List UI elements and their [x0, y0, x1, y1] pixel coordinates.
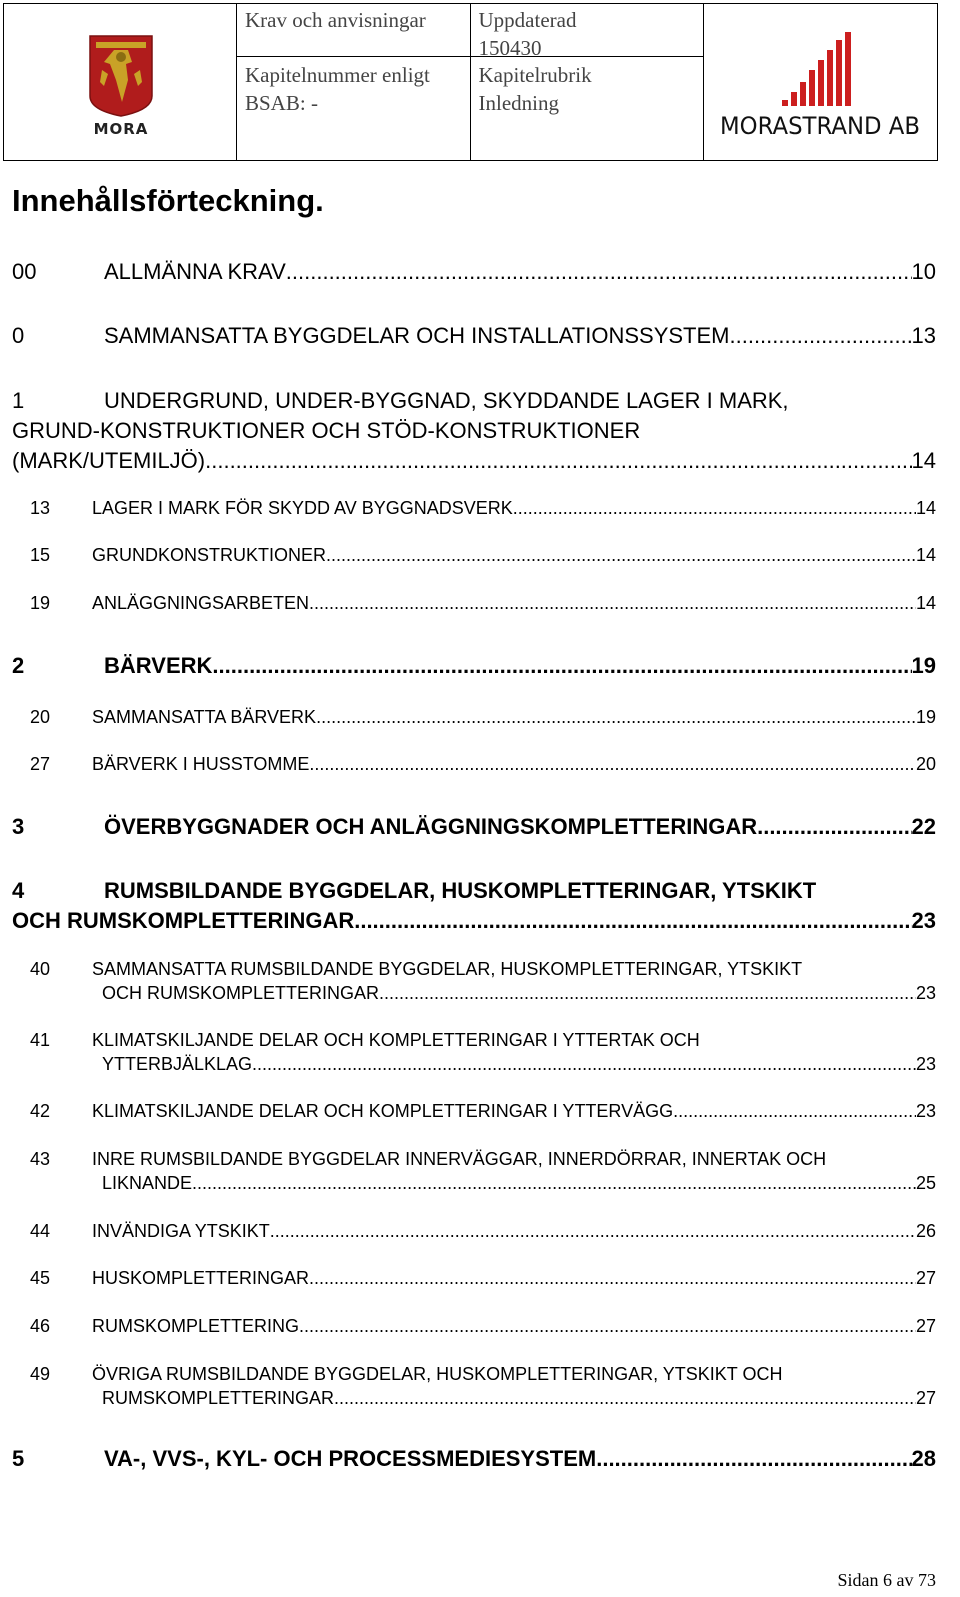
toc-entry-title: INRE RUMSBILDANDE BYGGDELAR INNERVÄGGAR, INNERDÖRRAR, INNERTAK OCH	[92, 1149, 827, 1169]
updated-label: Uppdaterad	[478, 8, 577, 32]
toc-entry-page: 26	[915, 1221, 936, 1241]
toc-entry[interactable]	[30, 957, 936, 1005]
toc-leader-dots	[286, 257, 912, 287]
toc-entry-title: RUMSKOMPLETTERINGAR	[102, 1388, 335, 1408]
toc-entry-page: 20	[915, 754, 936, 774]
toc-entry[interactable]	[12, 257, 936, 287]
toc-entry-number: 44	[30, 1221, 51, 1241]
toc-entry-page: 19	[915, 707, 936, 727]
toc-entry-number: 4	[12, 878, 25, 903]
toc-entry-title: GRUND-KONSTRUKTIONER OCH STÖD-KONSTRUKTIONER	[12, 418, 641, 443]
toc-entry-title: OCH RUMSKOMPLETTERINGAR.	[12, 908, 361, 933]
updated-value: 150430	[478, 36, 542, 60]
toc-entry-number: 2	[12, 653, 25, 678]
toc-entry-title: ÖVRIGA RUMSBILDANDE BYGGDELAR, HUSKOMPLETTERINGAR, YTSKIKT OCH	[92, 1364, 783, 1384]
toc-entry-title: LAGER I MARK FÖR SKYDD AV BYGGNADSVERK	[92, 498, 513, 518]
toc-entry-title: BÄRVERK	[104, 653, 213, 678]
svg-text:MORASTRAND AB: MORASTRAND AB	[720, 112, 920, 140]
toc-entry[interactable]	[12, 386, 936, 476]
toc-entry-number: 41	[30, 1030, 51, 1050]
toc-entry-title: YTTERBJÄLKLAG	[102, 1054, 253, 1074]
toc-entry[interactable]	[30, 1314, 936, 1338]
toc-entry-title: KLIMATSKILJANDE DELAR OCH KOMPLETTERINGAR I YTTERVÄGG	[92, 1101, 674, 1121]
toc-leader-dots	[379, 981, 916, 1005]
toc-entry-title: OCH RUMSKOMPLETTERINGAR	[102, 983, 380, 1003]
toc-entry-title: ANLÄGGNINGSARBETEN	[92, 593, 310, 613]
toc-entry-title: LIKNANDE.	[102, 1173, 198, 1193]
toc-entry-number: 0	[12, 323, 25, 348]
toc-entry[interactable]	[30, 752, 936, 776]
toc-leader-dots	[309, 752, 916, 776]
toc-entry[interactable]	[30, 1028, 936, 1076]
toc-entry[interactable]	[30, 1147, 936, 1195]
toc-entry-page: 13	[911, 323, 936, 348]
svg-text:MORA: MORA	[93, 120, 149, 138]
toc-entry-number: 46	[30, 1316, 51, 1336]
mora-logo-cell	[4, 4, 237, 160]
toc-entry-number: 20	[30, 707, 51, 727]
toc-entry[interactable]	[30, 1362, 936, 1410]
toc-entry-title: BÄRVERK I HUSSTOMME	[92, 754, 310, 774]
toc-entry-title: ALLMÄNNA KRAV	[104, 259, 286, 284]
toc-entry-title: RUMSBILDANDE BYGGDELAR, HUSKOMPLETTERINGAR, YTSKIKT	[104, 878, 817, 903]
toc-leader-dots	[334, 1386, 916, 1410]
toc-leader-dots	[673, 1099, 916, 1123]
toc-entry[interactable]	[30, 496, 936, 520]
toc-leader-dots	[270, 1219, 916, 1243]
toc-entry[interactable]	[30, 543, 936, 567]
toc-leader-dots	[316, 705, 916, 729]
toc-entry-number: 1	[12, 388, 25, 413]
toc-entry-title: RUMSKOMPLETTERING	[92, 1316, 300, 1336]
chapter-title-value: Inledning	[478, 91, 559, 115]
toc-entry-page: 23	[915, 1101, 936, 1121]
mora-coat-of-arms-icon	[4, 4, 237, 160]
toc-entry-title: SAMMANSATTA BYGGDELAR OCH INSTALLATIONSSYSTEM.	[104, 323, 736, 348]
toc-entry-page: 14	[915, 593, 936, 613]
toc-leader-dots	[309, 1266, 916, 1290]
toc-entry-title: HUSKOMPLETTERINGAR	[92, 1268, 310, 1288]
toc-entry[interactable]	[12, 812, 936, 842]
toc-entry[interactable]	[30, 591, 936, 615]
toc-leader-dots	[736, 321, 912, 351]
chapter-number-label: Kapitelnummer enligt	[245, 63, 430, 87]
toc-entry-page: 10	[911, 259, 936, 284]
toc-leader-dots	[252, 1052, 916, 1076]
chapter-number-value: BSAB: -	[245, 91, 318, 115]
toc-entry-title: GRUNDKONSTRUKTIONER	[92, 545, 327, 565]
toc-entry[interactable]	[12, 321, 936, 351]
page-number: Sidan 6 av 73	[837, 1570, 936, 1590]
toc-entry-page: 28	[911, 1446, 936, 1471]
toc-entry[interactable]	[30, 1099, 936, 1123]
toc-entry-page: 27	[915, 1316, 936, 1336]
toc-entry-page: 23	[915, 983, 936, 1003]
toc-leader-dots	[326, 543, 916, 567]
toc-entry-number: 3	[12, 814, 25, 839]
toc-entry[interactable]	[12, 651, 936, 681]
header-cell-right	[471, 4, 705, 160]
toc-entry-number: 15	[30, 545, 51, 565]
toc-leader-dots	[212, 651, 911, 681]
morastrand-logo-icon	[704, 4, 937, 160]
toc-entry-page: 25	[915, 1173, 936, 1193]
chapter-number-block	[237, 61, 470, 117]
toc-entry-page: 14	[915, 498, 936, 518]
toc-entry-page: 23	[915, 1054, 936, 1074]
toc-leader-dots	[309, 591, 916, 615]
toc-entry-title: (MARK/UTEMILJÖ)	[12, 448, 206, 473]
toc-entry[interactable]	[30, 705, 936, 729]
chapter-title-label: Kapitelrubrik	[478, 63, 592, 87]
toc-entry-page: 22	[911, 814, 936, 839]
updated-block	[471, 6, 704, 62]
toc-entry-title: UNDERGRUND, UNDER-BYGGNAD, SKYDDANDE LAGER I MARK,	[104, 388, 789, 413]
toc-entry-title: KLIMATSKILJANDE DELAR OCH KOMPLETTERINGAR I YTTERTAK OCH	[92, 1030, 700, 1050]
toc-entry-number: 13	[30, 498, 51, 518]
toc-entry-page: 14	[911, 448, 936, 473]
toc-entry[interactable]	[12, 876, 936, 936]
toc-entry-page: 27	[915, 1268, 936, 1288]
toc-entry-number: 19	[30, 593, 51, 613]
toc-entry[interactable]	[30, 1266, 936, 1290]
toc-leader-dots	[205, 446, 911, 476]
doc-type-block	[237, 6, 470, 34]
morastrand-logo-cell	[704, 4, 937, 160]
toc-entry-number: 42	[30, 1101, 51, 1121]
document-header	[3, 3, 938, 161]
toc-entry-number: 45	[30, 1268, 51, 1288]
toc-leader-dots	[513, 496, 916, 520]
toc-leader-dots	[757, 812, 911, 842]
toc-entry-number: 49	[30, 1364, 51, 1384]
doc-type: Krav och anvisningar	[245, 8, 426, 32]
toc-leader-dots	[299, 1314, 916, 1338]
toc-entry-page: 27	[915, 1388, 936, 1408]
toc-entry-number: 5	[12, 1446, 25, 1471]
header-cell-left	[237, 4, 471, 160]
toc-title: Innehållsförteckning.	[12, 183, 324, 218]
toc-leader-dots	[197, 1171, 916, 1195]
toc-entry-page: 14	[915, 545, 936, 565]
toc-entry-number: 43	[30, 1149, 51, 1169]
toc-entry-page: 19	[911, 653, 936, 678]
chapter-title-block	[471, 61, 704, 117]
toc-entry-title: ÖVERBYGGNADER OCH ANLÄGGNINGSKOMPLETTERINGAR	[104, 814, 758, 839]
toc-entry[interactable]	[12, 1444, 936, 1474]
toc-entry-title: VA-, VVS-, KYL- OCH PROCESSMEDIESYSTEM	[104, 1446, 597, 1471]
toc-entry-title: SAMMANSATTA RUMSBILDANDE BYGGDELAR, HUSKOMPLETTERINGAR, YTSKIKT	[92, 959, 803, 979]
toc-leader-dots	[360, 906, 911, 936]
toc-entry-number: 40	[30, 959, 51, 979]
toc-entry-number: 27	[30, 754, 51, 774]
toc-entry-title: SAMMANSATTA BÄRVERK	[92, 707, 317, 727]
toc-entry-page: 23	[911, 908, 936, 933]
toc-entry-title: INVÄNDIGA YTSKIKT	[92, 1221, 270, 1241]
toc-entry-number: 00	[12, 259, 37, 284]
toc-entry[interactable]	[30, 1219, 936, 1243]
toc-leader-dots	[596, 1444, 911, 1474]
